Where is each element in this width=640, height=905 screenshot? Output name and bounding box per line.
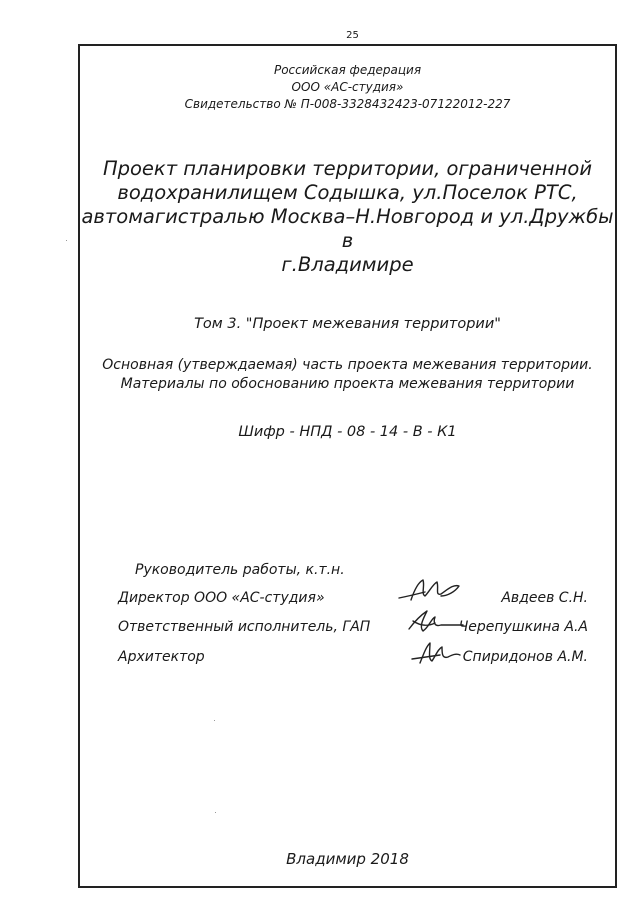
- name-director: Авдеев С.Н.: [501, 590, 588, 606]
- title-line-1: Проект планировки территории, ограниченной: [102, 157, 593, 180]
- role-director: Директор ООО «АС-студия»: [118, 590, 325, 606]
- parts-block: [78, 356, 617, 394]
- scan-speck: [215, 812, 216, 813]
- signature-responsible: [405, 605, 465, 635]
- role-supervisor: Руководитель работы, к.т.н.: [135, 562, 345, 578]
- title-line-4: г.Владимире: [281, 253, 414, 276]
- name-responsible: Черепушкина А.А: [458, 619, 588, 635]
- country-line: Российская федерация: [273, 63, 422, 77]
- company-line: ООО «АС-студия»: [291, 80, 404, 94]
- city-year: Владимир 2018: [286, 850, 409, 868]
- part-line-2: Материалы по обоснованию проекта межевания территории: [120, 376, 575, 392]
- part-line-1: Основная (утверждаемая) часть проекта межевания территории.: [102, 357, 593, 373]
- page-number: 25: [346, 30, 359, 41]
- certificate-line: Свидетельство № П-008-3328432423-07122012-227: [184, 97, 511, 111]
- title-line-2: водохранилищем Содышка, ул.Поселок РТС,: [117, 181, 578, 204]
- role-responsible: Ответственный исполнитель, ГАП: [118, 619, 371, 635]
- title-line-3: автомагистралью Москва–Н.Новгород и ул.Дружбы в: [81, 205, 614, 252]
- signature-director: [395, 574, 465, 606]
- signature-architect: [410, 637, 466, 667]
- scan-speck: [66, 240, 67, 241]
- volume-title: Том 3. "Проект межевания территории": [194, 316, 501, 332]
- organization-block: [78, 62, 617, 113]
- name-architect: Спиридонов А.М.: [462, 649, 588, 665]
- scan-speck: [214, 720, 215, 721]
- document-title: [78, 157, 617, 277]
- role-architect: Архитектор: [118, 649, 205, 665]
- cipher-code: Шифр - НПД - 08 - 14 - В - К1: [238, 424, 457, 440]
